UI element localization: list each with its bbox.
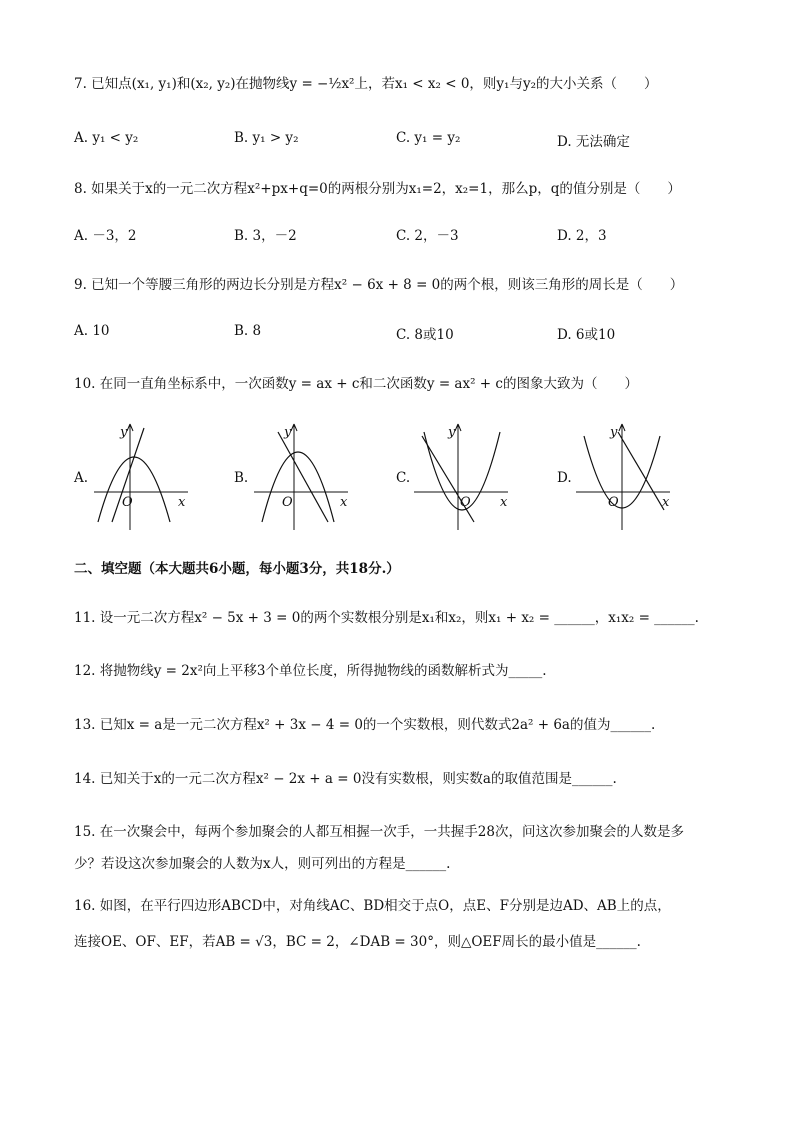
q9-option-b: B. 8 bbox=[234, 323, 262, 339]
q10-stem: 10. 在同一直角坐标系中，一次函数y = ax + c和二次函数y = ax² + c的图象大致为（ ） bbox=[74, 376, 638, 392]
q8-option-d: D. 2，3 bbox=[557, 228, 607, 244]
q10-a-origin-label: O bbox=[122, 495, 133, 510]
q9-option-c: C. 8或10 bbox=[396, 327, 454, 343]
q10-b-x-label: x bbox=[340, 495, 348, 510]
q10-label-c: C. bbox=[396, 470, 411, 486]
q12-stem: 12. 将抛物线y = 2x²向上平移3个单位长度，所得抛物线的函数解析式为_____. bbox=[74, 663, 547, 679]
q11-stem: 11. 设一元二次方程x² − 5x + 3 = 0的两个实数根分别是x₁和x₂，则x₁ + x₂ = ______，x₁x₂ = ______. bbox=[74, 610, 699, 626]
q10-d-y-label: y bbox=[610, 425, 618, 440]
q16-line1: 16. 如图，在平行四边形ABCD中，对角线AC、BD相交于点O，点E、F分别是边AD、AB上的点， bbox=[74, 898, 671, 914]
q10-label-d: D. bbox=[557, 470, 572, 486]
q16-line2: 连接OE、OF、EF，若AB = √3，BC = 2，∠DAB = 30°，则△OEF周长的最小值是______. bbox=[74, 934, 641, 950]
section-heading: 二、填空题（本大题共6小题，每小题3分，共18分.） bbox=[74, 561, 400, 577]
q9-option-a: A. 10 bbox=[74, 323, 110, 339]
q9-option-d: D. 6或10 bbox=[557, 327, 616, 343]
q13-stem: 13. 已知x = a是一元二次方程x² + 3x − 4 = 0的一个实数根，则代数式2a² + 6a的值为______. bbox=[74, 717, 656, 733]
q10-d-x-label: x bbox=[662, 495, 670, 510]
q8-option-c: C. 2，－3 bbox=[396, 228, 459, 244]
q8-option-b: B. 3，－2 bbox=[234, 228, 297, 244]
q7-stem: 7. 已知点(x₁, y₁)和(x₂, y₂)在抛物线y = −½x²上，若x₁ < x₂ < 0，则y₁与y₂的大小关系（ ） bbox=[74, 76, 658, 92]
q10-b-origin-label: O bbox=[282, 495, 293, 510]
q8-option-a: A. －3，2 bbox=[74, 228, 137, 244]
q10-a-x-label: x bbox=[178, 495, 186, 510]
q14-stem: 14. 已知关于x的一元二次方程x² − 2x + a = 0没有实数根，则实数a的取值范围是______. bbox=[74, 771, 617, 787]
q10-graph-d bbox=[572, 418, 682, 530]
q10-label-b: B. bbox=[234, 470, 249, 486]
q15-line1: 15. 在一次聚会中，每两个参加聚会的人都互相握一次手，一共握手28次，问这次参加聚会的人数是多 bbox=[74, 824, 684, 840]
q10-d-origin-label: O bbox=[608, 495, 619, 510]
q7-option-c: C. y₁ = y₂ bbox=[396, 130, 461, 146]
q9-stem: 9. 已知一个等腰三角形的两边长分别是方程x² − 6x + 8 = 0的两个根，则该三角形的周长是（ ） bbox=[74, 277, 684, 293]
q7-option-d: D. 无法确定 bbox=[557, 134, 630, 150]
q10-graph-c bbox=[410, 418, 520, 530]
q7-option-a: A. y₁ < y₂ bbox=[74, 130, 139, 146]
q8-stem: 8. 如果关于x的一元二次方程x²+px+q=0的两根分别为x₁=2，x₂=1，那么p，q的值分别是（ ） bbox=[74, 181, 681, 197]
q7-option-b: B. y₁ > y₂ bbox=[234, 130, 299, 146]
q10-c-x-label: x bbox=[500, 495, 508, 510]
q10-b-y-label: y bbox=[284, 425, 292, 440]
q10-a-y-label: y bbox=[120, 425, 128, 440]
q10-c-y-label: y bbox=[448, 425, 456, 440]
q10-c-origin-label: O bbox=[460, 495, 471, 510]
q10-label-a: A. bbox=[74, 470, 89, 486]
q15-line2: 少？若设这次参加聚会的人数为x人，则可列出的方程是______. bbox=[74, 856, 451, 872]
q10-graph-a bbox=[90, 418, 200, 530]
q10-graph-b bbox=[250, 418, 360, 530]
